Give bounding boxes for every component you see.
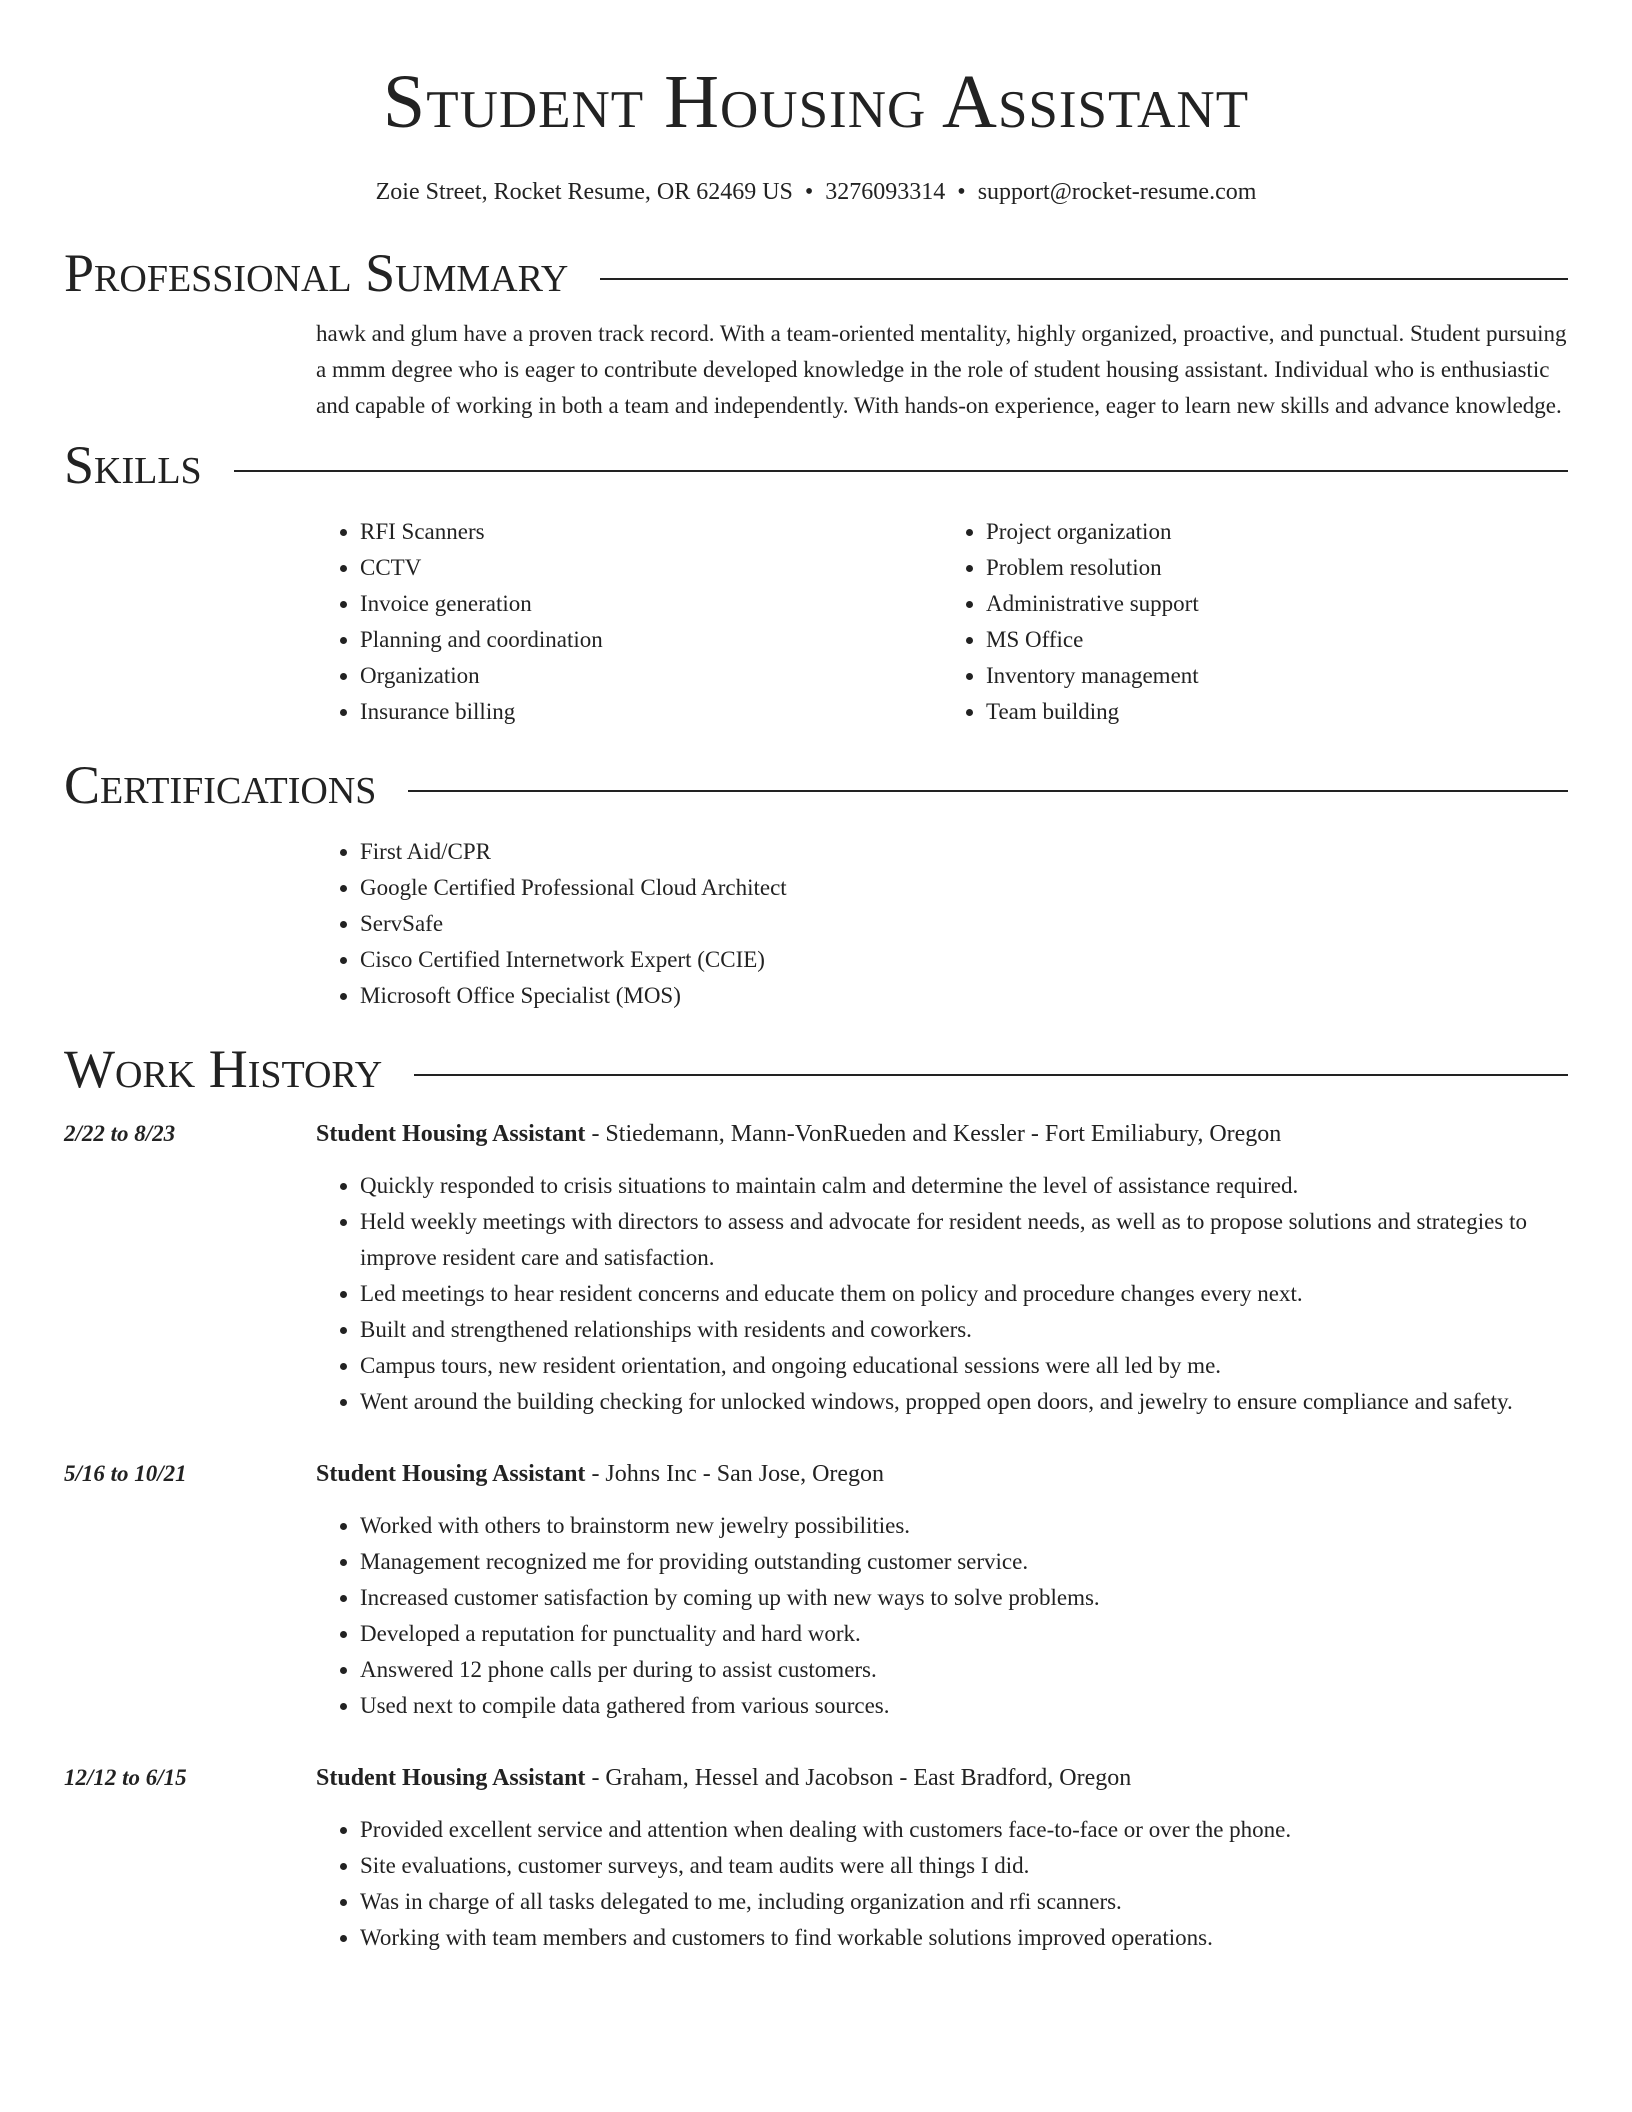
job-title: Student Housing Assistant <box>316 1765 586 1791</box>
section-divider <box>600 278 1568 280</box>
certifications-bullets <box>316 834 1568 1014</box>
job-date: 12/12 to 6/15 <box>64 1765 187 1790</box>
job-bullet: • Answered 12 phone calls per during to assist customers. <box>360 1652 1568 1688</box>
skill-item: • MS Office <box>986 622 1568 658</box>
contact-email[interactable]: support@rocket-resume.com <box>977 179 1257 205</box>
certification-item: • Microsoft Office Specialist (MOS) <box>360 978 1568 1014</box>
certification-item: • First Aid/CPR <box>360 834 1568 870</box>
contact-phone: 3276093314 <box>825 179 946 205</box>
job-bullet: • Held weekly meetings with directors to assess and advocate for resident needs, as well as to propose solutions and strategies to improve resident care and satisfaction. <box>360 1204 1568 1276</box>
job-bullet: • Developed a reputation for punctuality and hard work. <box>360 1616 1568 1652</box>
resume-page <box>64 0 1568 1956</box>
job-employer: - Stiedemann, Mann-VonRueden and Kessler - Fort Emiliabury, Oregon <box>585 1121 1282 1147</box>
job-bullet: • Used next to compile data gathered from various sources. <box>360 1688 1568 1724</box>
skill-item: • Administrative support <box>986 586 1568 622</box>
skill-item: • Project organization <box>986 514 1568 550</box>
job-bullet: • Quickly responded to crisis situations to maintain calm and determine the level of assistance required. <box>360 1168 1568 1204</box>
certifications-list <box>316 834 1568 1014</box>
skill-item: • Organization <box>360 658 942 694</box>
job-employer: - Johns Inc - San Jose, Oregon <box>585 1461 885 1487</box>
skill-item: • CCTV <box>360 550 942 586</box>
certification-item: • Google Certified Professional Cloud Architect <box>360 870 1568 906</box>
contact-address: Zoie Street, Rocket Resume, OR 62469 US <box>375 179 793 205</box>
skill-item: • Problem resolution <box>986 550 1568 586</box>
job-bullets <box>316 1812 1568 1956</box>
summary-heading: Professional Summary <box>64 243 569 303</box>
skills-list <box>316 514 1568 730</box>
skills-column-right <box>942 514 1568 730</box>
job-bullets <box>316 1508 1568 1724</box>
certification-item: • Cisco Certified Internetwork Expert (CCIE) <box>360 942 1568 978</box>
job-bullets <box>316 1168 1568 1420</box>
contact-separator: • <box>804 179 814 205</box>
job-title-line <box>316 1116 1568 1152</box>
skill-item: • Invoice generation <box>360 586 942 622</box>
job-bullet: • Worked with others to brainstorm new jewelry possibilities. <box>360 1508 1568 1544</box>
certifications-heading: Certifications <box>64 755 377 815</box>
skills-section-header <box>64 435 1568 495</box>
job-bullet: • Provided excellent service and attention when dealing with customers face-to-face or over the phone. <box>360 1812 1568 1848</box>
job-bullet: • Management recognized me for providing outstanding customer service. <box>360 1544 1568 1580</box>
job-bullet: • Working with team members and customers to find workable solutions improved operations. <box>360 1920 1568 1956</box>
job-entry <box>64 1456 1568 1724</box>
job-entry <box>64 1760 1568 1956</box>
skill-item: • Inventory management <box>986 658 1568 694</box>
job-title-line <box>316 1760 1568 1796</box>
job-date: 5/16 to 10/21 <box>64 1461 187 1486</box>
job-employer: - Graham, Hessel and Jacobson - East Bradford, Oregon <box>585 1765 1132 1791</box>
certifications-section-header <box>64 755 1568 815</box>
work-heading: Work History <box>64 1039 383 1099</box>
contact-separator: • <box>957 179 966 205</box>
job-bullet: • Went around the building checking for unlocked windows, propped open doors, and jewelry to ensure compliance and safety. <box>360 1384 1568 1420</box>
skill-item: • Team building <box>986 694 1568 730</box>
skills-heading: Skills <box>64 435 202 495</box>
job-bullet: • Built and strengthened relationships with residents and coworkers. <box>360 1312 1568 1348</box>
job-bullet: • Led meetings to hear resident concerns and educate them on policy and procedure changes every next. <box>360 1276 1568 1312</box>
contact-line <box>64 180 1568 204</box>
candidate-name: Student Housing Assistant <box>382 60 1250 144</box>
summary-text: hawk and glum have a proven track record. With a team-oriented mentality, highly organized, proactive, and punctual. Student pursuing a mmm degree who is eager to contribute developed knowledge in the role of student housing assistant. Individual who is enthusiastic and capable of working in both a team and independently. With hands-on experience, eager to learn new skills and advance knowledge. <box>316 321 1567 418</box>
skill-item: • Planning and coordination <box>360 622 942 658</box>
certification-item: • ServSafe <box>360 906 1568 942</box>
summary-section-header <box>64 243 1568 303</box>
skill-item: • Insurance billing <box>360 694 942 730</box>
job-bullet: • Site evaluations, customer surveys, and team audits were all things I did. <box>360 1848 1568 1884</box>
job-date: 2/22 to 8/23 <box>64 1121 176 1146</box>
job-bullet: • Increased customer satisfaction by coming up with new ways to solve problems. <box>360 1580 1568 1616</box>
job-bullet: • Campus tours, new resident orientation, and ongoing educational sessions were all led by me. <box>360 1348 1568 1384</box>
work-section-header <box>64 1039 1568 1099</box>
job-title-line <box>316 1456 1568 1492</box>
job-title: Student Housing Assistant <box>316 1461 586 1487</box>
section-divider <box>408 790 1568 792</box>
section-divider <box>234 470 1568 472</box>
skill-item: • RFI Scanners <box>360 514 942 550</box>
job-bullet: • Was in charge of all tasks delegated to me, including organization and rfi scanners. <box>360 1884 1568 1920</box>
section-divider <box>414 1074 1568 1076</box>
job-entry <box>64 1116 1568 1420</box>
skills-column-left <box>316 514 942 730</box>
job-title: Student Housing Assistant <box>316 1121 586 1147</box>
